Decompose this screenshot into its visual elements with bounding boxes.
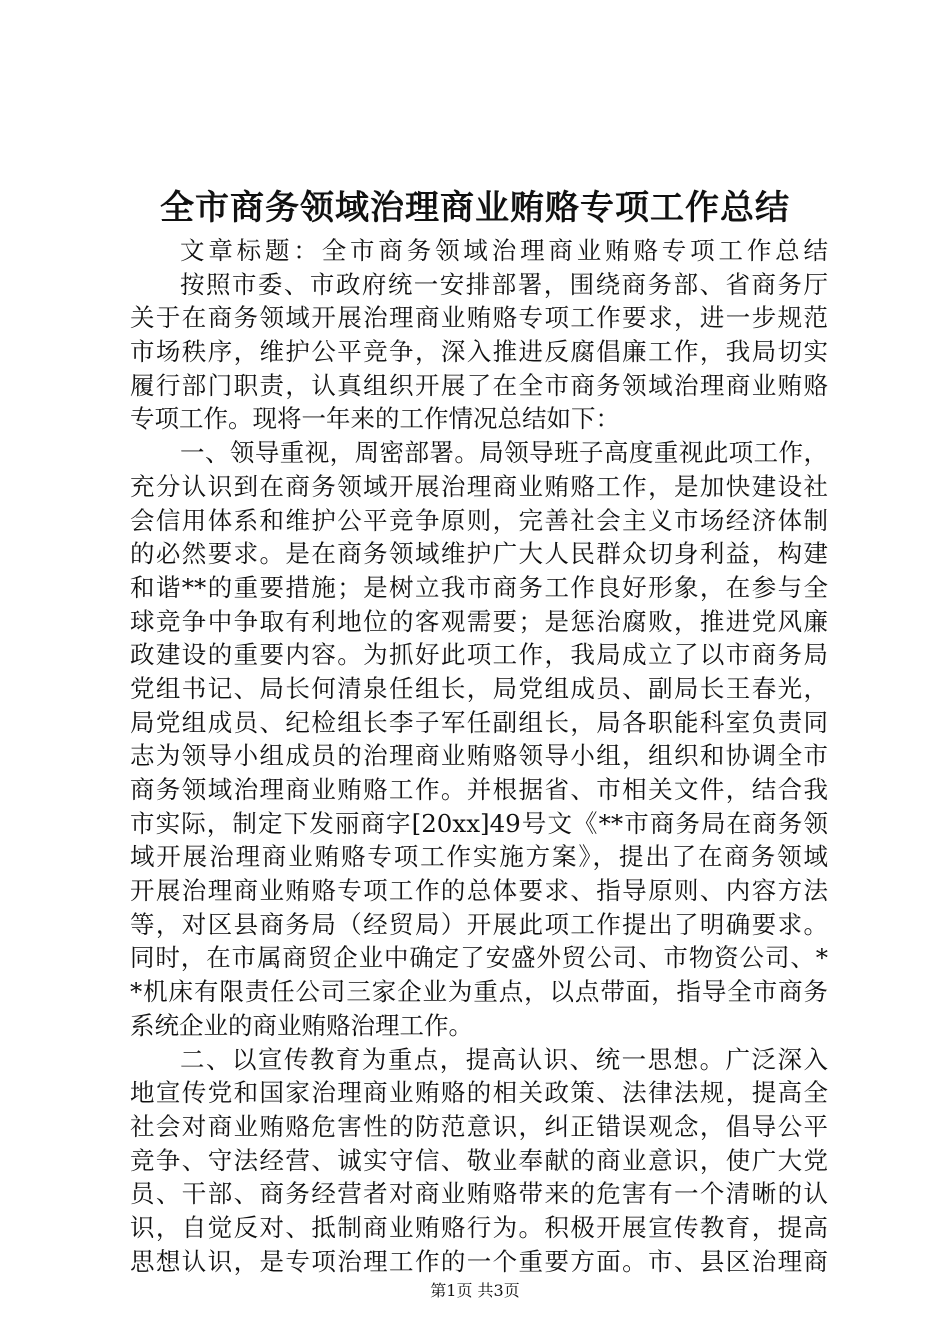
text-line: 等，对区县商务局（经贸局）开展此项工作提出了明确要求。: [130, 909, 828, 939]
text-line: 专项工作。现将一年来的工作情况总结如下：: [130, 404, 620, 434]
text-line: 市实际，制定下发丽商字[20xx]49号文《**市商务局在商务领: [130, 808, 828, 838]
text-line: 一、领导重视，周密部署。局领导班子高度重视此项工作，: [180, 438, 828, 468]
text-line: 志为领导小组成员的治理商业贿赂领导小组，组织和协调全市: [130, 741, 828, 771]
text-line: 关于在商务领域开展治理商业贿赂专项工作要求，进一步规范: [130, 303, 828, 333]
document-body: [130, 234, 828, 1278]
text-line: *机床有限责任公司三家企业为重点，以点带面，指导全市商务: [130, 977, 828, 1007]
text-line: 识，自觉反对、抵制商业贿赂行为。积极开展宣传教育，提高: [130, 1212, 828, 1242]
text-line: 商务领域治理商业贿赂工作。并根据省、市相关文件，结合我: [130, 775, 828, 804]
text-line: 开展治理商业贿赂专项工作的总体要求、指导原则、内容方法: [130, 876, 828, 906]
text-line: 文章标题：全市商务领域治理商业贿赂专项工作总结: [180, 236, 828, 265]
text-line: 政建设的重要内容。为抓好此项工作，我局成立了以市商务局: [130, 640, 828, 670]
text-line: 局党组成员、纪检组长李子军任副组长，局各职能科室负责同: [130, 707, 828, 737]
text-line: 会信用体系和维护公平竞争原则，完善社会主义市场经济体制: [130, 505, 828, 535]
document-title: 全市商务领域治理商业贿赂专项工作总结: [160, 188, 790, 228]
text-line: 按照市委、市政府统一安排部署，围绕商务部、省商务厅: [180, 269, 828, 299]
text-line: 地宣传党和国家治理商业贿赂的相关政策、法律法规，提高全: [130, 1078, 828, 1108]
text-line: 的必然要求。是在商务领域维护广大人民群众切身利益，构建: [130, 539, 828, 569]
text-line: 和谐**的重要措施；是树立我市商务工作良好形象，在参与全: [130, 572, 828, 602]
page-footer: 第1页 共3页: [430, 1281, 520, 1300]
text-line: 员、干部、商务经营者对商业贿赂带来的危害有一个清晰的认: [130, 1179, 828, 1209]
text-line: 社会对商业贿赂危害性的防范意识，纠正错误观念，倡导公平: [130, 1111, 828, 1141]
text-line: 同时，在市属商贸企业中确定了安盛外贸公司、市物资公司、*: [130, 943, 828, 973]
text-line: 党组书记、局长何清泉任组长，局党组成员、副局长王春光，: [130, 673, 828, 703]
text-line: 市场秩序，维护公平竞争，深入推进反腐倡廉工作，我局切实: [130, 337, 828, 367]
text-line: 思想认识，是专项治理工作的一个重要方面。市、县区治理商: [130, 1246, 828, 1276]
text-line: 系统企业的商业贿赂治理工作。: [130, 1010, 473, 1040]
text-line: 竞争、守法经营、诚实守信、敬业奉献的商业意识，使广大党: [130, 1145, 828, 1175]
text-line: 充分认识到在商务领域开展治理商业贿赂工作，是加快建设社: [130, 471, 828, 501]
text-line: 二、以宣传教育为重点，提高认识、统一思想。广泛深入: [180, 1044, 828, 1074]
text-line: 域开展治理商业贿赂专项工作实施方案》，提出了在商务领域: [130, 842, 828, 872]
text-line: 球竞争中争取有利地位的客观需要；是惩治腐败，推进党风廉: [130, 606, 828, 636]
text-line: 履行部门职责，认真组织开展了在全市商务领域治理商业贿赂: [130, 370, 828, 400]
